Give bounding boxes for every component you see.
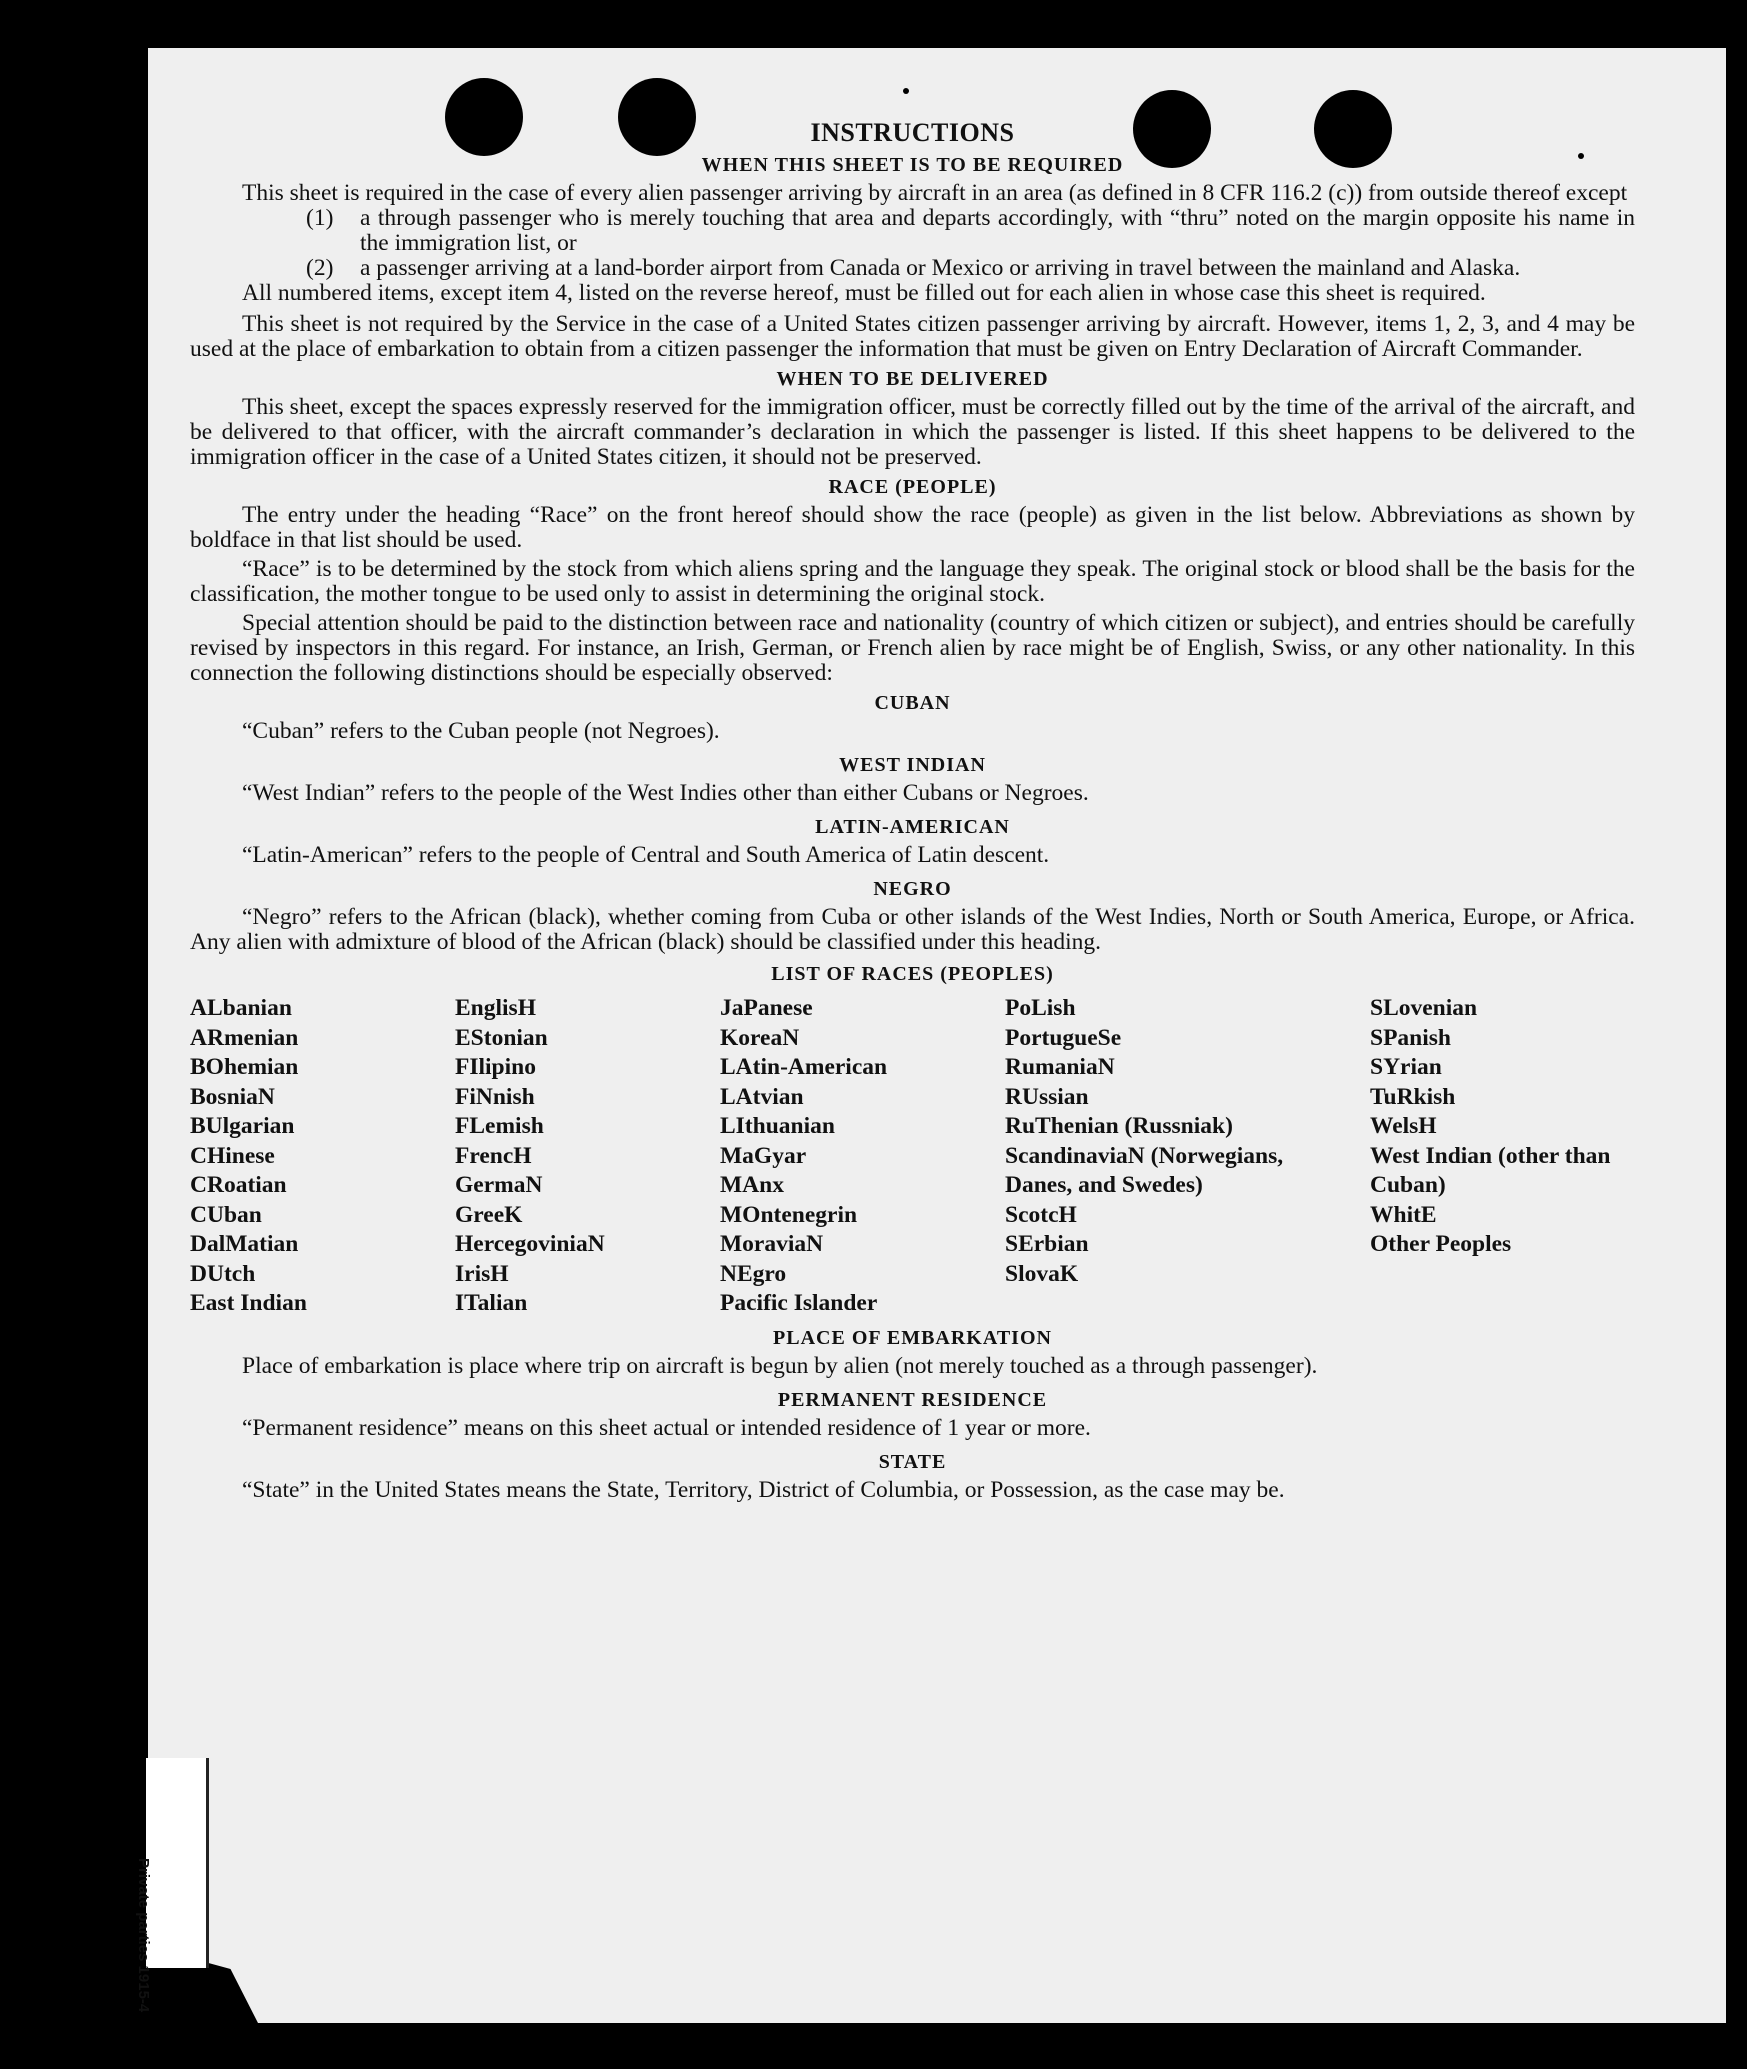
race-item: MaGyar — [720, 1142, 807, 1169]
race-item: ITalian — [455, 1290, 528, 1316]
paragraph: “Negro” refers to the African (black), whether coming from Cuba or other islands of the West Indies, North or South America, Europe, or Africa. Any alien with admixture of blood of the African (black) should be classified under this heading. — [190, 904, 1635, 955]
item-number: (2) — [306, 255, 334, 281]
race-item: FrencH — [455, 1142, 532, 1169]
section-heading: PLACE OF EMBARKATION — [773, 1326, 1052, 1349]
race-item: RUssian — [1005, 1083, 1089, 1110]
instructions-content — [190, 118, 1635, 1503]
side-stamp: Private parties 1915-4 — [146, 1758, 209, 1968]
race-item: GermaN — [455, 1172, 543, 1198]
race-item: LAtin-American — [720, 1054, 888, 1080]
race-item: HercegoviniaN — [455, 1231, 605, 1257]
race-item: RuThenian (Russniak) — [1005, 1113, 1233, 1139]
paragraph: This sheet is required in the case of every alien passenger arriving by aircraft in an area (as defined in 8 CFR 116.2 (c)) from outside thereof except — [242, 180, 1628, 206]
race-item: SPanish — [1370, 1024, 1451, 1051]
race-item: SErbian — [1005, 1231, 1089, 1257]
paragraph: “Race” is to be determined by the stock from which aliens spring and the language they speak. The original stock or blood shall be the basis for the classification, the mother tongue to be used only to assist in determining the original stock. — [190, 556, 1635, 607]
race-item: IrisH — [455, 1260, 509, 1287]
section-heading: PERMANENT RESIDENCE — [777, 1388, 1048, 1411]
race-item: LAtvian — [720, 1083, 804, 1110]
section-heading: WHEN TO BE DELIVERED — [776, 368, 1049, 390]
race-item: JaPanese — [720, 995, 813, 1021]
race-item: CRoatian — [190, 1172, 287, 1198]
page-title: INSTRUCTIONS — [810, 118, 1015, 147]
paragraph: “Cuban” refers to the Cuban people (not Negroes). — [242, 718, 720, 744]
race-item: LIthuanian — [720, 1113, 835, 1139]
race-item: FiNnish — [455, 1083, 535, 1110]
race-column — [1370, 994, 1635, 1319]
section-heading: LATIN-AMERICAN — [815, 816, 1010, 838]
paragraph: Special attention should be paid to the distinction between race and nationality (country of which citizen or subject), and entries should be carefully revised by inspectors in this regard. For instance, an Irish, German, or French alien by race might be of English, Swiss, or any other nationality. In this connection the following distinctions should be especially observed: — [190, 610, 1635, 686]
section-heading: WHEN THIS SHEET IS TO BE REQUIRED — [701, 154, 1124, 176]
race-item: FLemish — [455, 1113, 544, 1139]
race-item: ScandinaviaN (Norwegians, Danes, and Swedes) — [1005, 1142, 1284, 1198]
race-item: Other Peoples — [1370, 1231, 1512, 1257]
race-item: MAnx — [720, 1172, 784, 1198]
race-item: CHinese — [190, 1142, 275, 1169]
race-item: ALbanian — [190, 995, 292, 1021]
race-item: SYrian — [1370, 1054, 1442, 1080]
race-item: ScotcH — [1005, 1201, 1077, 1228]
item-text: a passenger arriving at a land-border airport from Canada or Mexico or arriving in travel between the mainland and Alaska. — [360, 255, 1521, 281]
section-heading: RACE (PEOPLE) — [828, 476, 997, 498]
paragraph: This sheet, except the spaces expressly reserved for the immigration officer, must be correctly filled out by the time of the arrival of the aircraft, and be delivered to that officer, with the aircraft commander’s declaration in which the passenger is listed. If this sheet happens to be delivered to the immigration officer in the case of a United States citizen, it should not be preserved. — [190, 394, 1635, 470]
race-item: PoLish — [1005, 995, 1076, 1021]
race-item: BUlgarian — [190, 1113, 295, 1139]
race-item: NEgro — [720, 1260, 787, 1287]
race-item: TuRkish — [1370, 1083, 1456, 1110]
paragraph: “Permanent residence” means on this sheet actual or intended residence of 1 year or more. — [242, 1414, 1091, 1441]
section-heading: WEST INDIAN — [839, 754, 986, 776]
race-item: BosniaN — [190, 1083, 275, 1110]
race-item: PortugueSe — [1005, 1024, 1122, 1051]
race-item: DalMatian — [190, 1231, 299, 1257]
race-item: FIlipino — [455, 1054, 536, 1080]
paragraph: “Latin-American” refers to the people of Central and South America of Latin descent. — [242, 842, 1050, 868]
section-heading: STATE — [878, 1450, 947, 1473]
race-item: SLovenian — [1370, 995, 1478, 1021]
race-item: MOntenegrin — [720, 1201, 858, 1228]
race-item: RumaniaN — [1005, 1054, 1115, 1080]
race-item: East Indian — [190, 1290, 307, 1316]
race-column — [455, 994, 720, 1319]
race-item: MoraviaN — [720, 1231, 824, 1257]
paragraph: This sheet is not required by the Service in the case of a United States citizen passenger arriving by aircraft. However, items 1, 2, 3, and 4 may be used at the place of embarkation to obtain from a citizen passenger the information that must be given on Entry Declaration of Aircraft Commander. — [190, 311, 1635, 362]
speck — [903, 88, 909, 94]
race-column — [190, 994, 455, 1319]
item-number: (1) — [306, 205, 334, 231]
paragraph: All numbered items, except item 4, listed on the reverse hereof, must be filled out for each alien in whose case this sheet is required. — [242, 280, 1486, 306]
exception-item — [190, 206, 1635, 256]
race-item: WelsH — [1370, 1113, 1437, 1139]
race-item: ARmenian — [190, 1024, 299, 1051]
section-heading: CUBAN — [874, 692, 951, 714]
race-item: DUtch — [190, 1260, 256, 1287]
race-list — [190, 994, 1635, 1319]
race-item: WhitE — [1370, 1201, 1437, 1228]
paragraph: Place of embarkation is place where trip on aircraft is begun by alien (not merely touched as a through passenger). — [242, 1352, 1318, 1379]
item-text: a through passenger who is merely touching that area and departs accordingly, with “thru” noted on the margin opposite his name in the immigration list, or — [360, 205, 1635, 256]
race-item: EnglisH — [455, 995, 536, 1021]
race-item: KoreaN — [720, 1024, 800, 1051]
document-sheet — [135, 48, 1726, 2023]
race-item: SlovaK — [1005, 1260, 1079, 1287]
paragraph: “State” in the United States means the State, Territory, District of Columbia, or Possession, as the case may be. — [242, 1476, 1285, 1503]
race-item: West Indian (other than Cuban) — [1370, 1142, 1611, 1198]
section-heading: NEGRO — [873, 878, 952, 900]
race-item: GreeK — [455, 1201, 523, 1228]
race-item: EStonian — [455, 1024, 548, 1051]
paragraph: “West Indian” refers to the people of the West Indies other than either Cubans or Negroes. — [242, 780, 1089, 806]
exception-item — [190, 256, 1635, 281]
race-item: BOhemian — [190, 1054, 299, 1080]
race-column — [720, 994, 1005, 1319]
race-column — [1005, 994, 1370, 1319]
section-heading: LIST OF RACES (PEOPLES) — [771, 963, 1054, 985]
paragraph: The entry under the heading “Race” on the front hereof should show the race (people) as given in the list below. Abbreviations as shown by boldface in that list should be used. — [190, 502, 1635, 553]
race-item: CUban — [190, 1201, 262, 1228]
race-item: Pacific Islander — [720, 1290, 878, 1316]
